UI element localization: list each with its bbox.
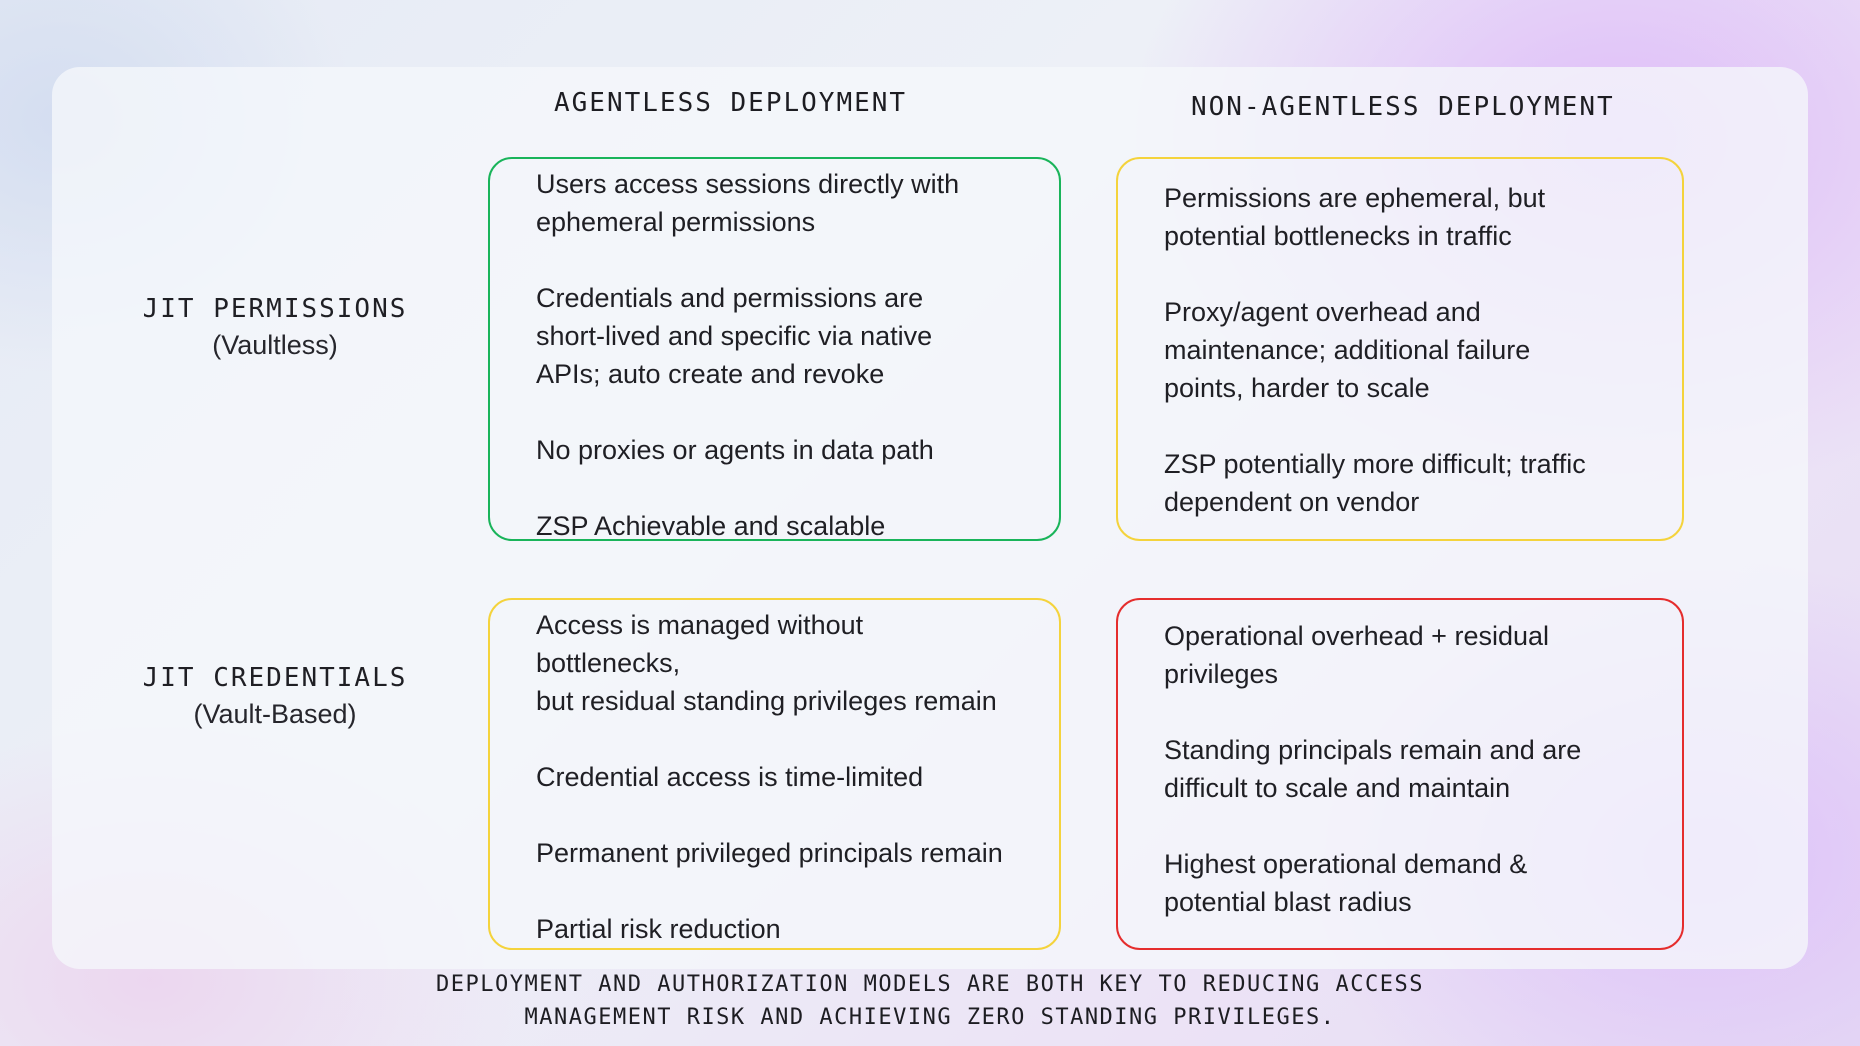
cell-point: Operational overhead + residual privileges	[1164, 621, 1550, 689]
row-label-jit-credentials	[95, 660, 455, 732]
cell-permissions-non-agentless	[1116, 157, 1684, 541]
cell-point: Standing principals remain and are difficult to scale and maintain	[1164, 735, 1582, 803]
cell-point: Credentials and permissions are short-lived and specific via native APIs; auto create and revoke	[536, 283, 933, 389]
cell-point: Permissions are ephemeral, but potential bottlenecks in traffic	[1164, 183, 1546, 251]
footer-line: DEPLOYMENT AND AUTHORIZATION MODELS ARE BOTH KEY TO REDUCING ACCESS	[436, 972, 1424, 997]
cell-point: ZSP potentially more difficult; traffic dependent on vendor	[1164, 449, 1586, 517]
row-label-name: JIT PERMISSIONS	[142, 294, 408, 324]
cell-credentials-agentless	[488, 598, 1061, 950]
column-header-non-agentless: NON-AGENTLESS DEPLOYMENT	[1191, 92, 1615, 122]
row-label-subtitle: (Vault-Based)	[193, 699, 357, 729]
column-header-agentless: AGENTLESS DEPLOYMENT	[554, 88, 908, 118]
cell-point: Credential access is time-limited	[536, 762, 924, 792]
cell-point: No proxies or agents in data path	[536, 435, 934, 465]
cell-point: Access is managed without bottlenecks, but residual standing privileges remain	[536, 610, 997, 716]
footer-caption	[0, 968, 1860, 1034]
cell-point: Highest operational demand & potential blast radius	[1164, 849, 1528, 917]
row-label-subtitle: (Vaultless)	[212, 330, 338, 360]
cell-credentials-non-agentless	[1116, 598, 1684, 950]
row-label-jit-permissions	[95, 291, 455, 363]
cell-point: Permanent privileged principals remain	[536, 838, 1003, 868]
cell-point: Partial risk reduction	[536, 914, 781, 944]
cell-point: Proxy/agent overhead and maintenance; additional failure points, harder to scale	[1164, 297, 1531, 403]
row-label-name: JIT CREDENTIALS	[142, 663, 408, 693]
cell-point: ZSP Achievable and scalable	[536, 511, 886, 541]
cell-permissions-agentless	[488, 157, 1061, 541]
cell-point: Users access sessions directly with ephemeral permissions	[536, 169, 960, 237]
footer-line: MANAGEMENT RISK AND ACHIEVING ZERO STANDING PRIVILEGES.	[524, 1005, 1336, 1030]
